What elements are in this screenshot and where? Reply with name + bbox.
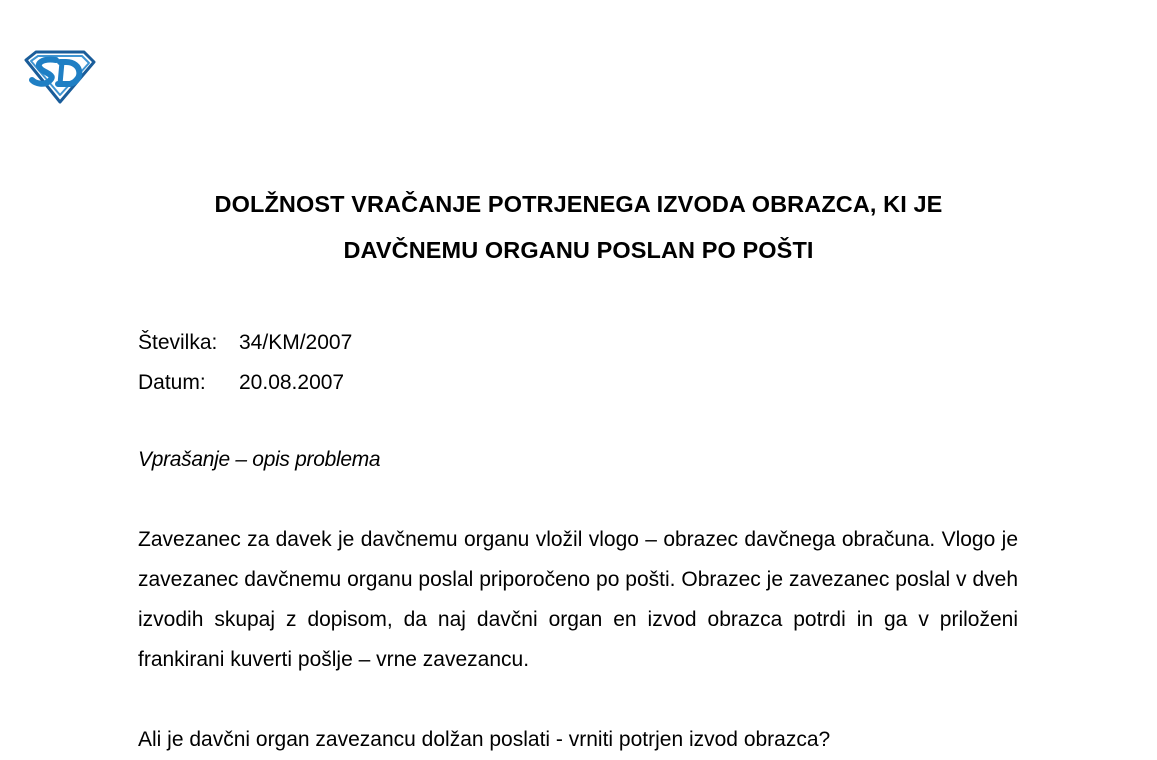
title-line-1: DOLŽNOST VRAČANJE POTRJENEGA IZVODA OBRAZCA, KI JE [214, 191, 943, 217]
document-meta [138, 323, 352, 403]
logo-icon [22, 48, 96, 104]
paragraph-description: Zavezanec za davek je davčnemu organu vložil vlogo – obrazec davčnega obračuna. Vlogo je zavezanec davčnemu organu poslal priporočeno po pošti. Obrazec je zavezanec poslal v dveh izvodih skupaj z dopisom, da naj davčni organ en izvod obrazca potrdi in ga v priloženi frankirani kuverti pošlje – vrne zavezancu. [138, 528, 1018, 671]
date-row [138, 363, 352, 403]
number-row [138, 323, 352, 363]
number-value: 34/KM/2007 [239, 331, 353, 354]
number-label: Številka: [138, 331, 218, 354]
date-value: 20.08.2007 [239, 371, 345, 394]
document-title [0, 181, 1157, 273]
title-line-2: DAVČNEMU ORGANU POSLAN PO POŠTI [343, 237, 814, 263]
question-heading: Vprašanje – opis problema [138, 448, 381, 471]
date-label: Datum: [138, 371, 206, 394]
paragraph-question: Ali je davčni organ zavezancu dolžan poslati - vrniti potrjen izvod obrazca? [138, 728, 831, 751]
